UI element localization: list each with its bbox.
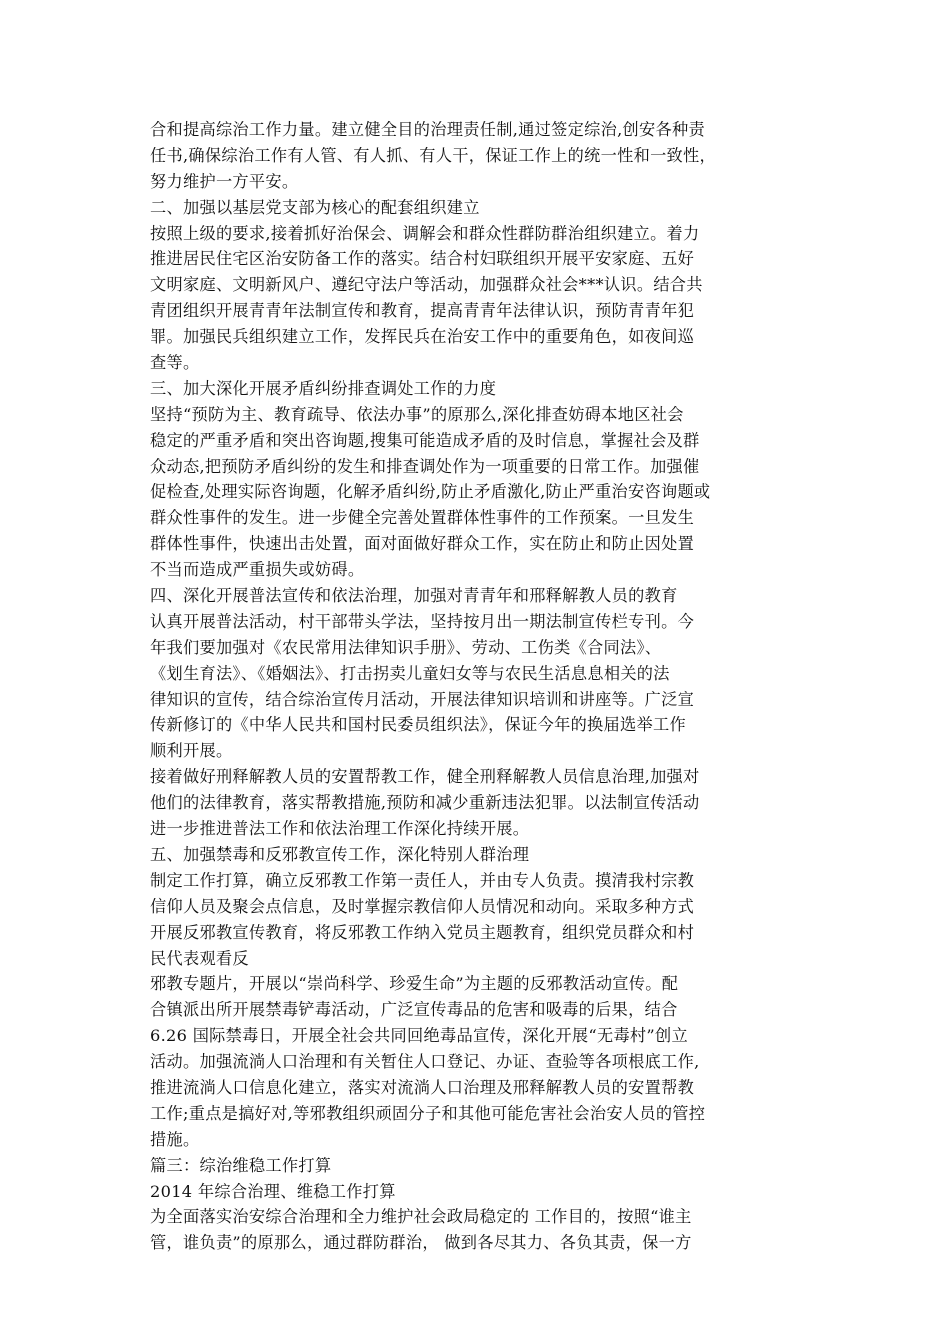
text-line: 6.26 国际禁毒日，开展全社会共同回绝毒品宣传，深化开展“无毒村”创立: [150, 1026, 688, 1046]
text-line: 制定工作打算，确立反邪教工作第一责任人，并由专人负责。摸清我村宗教: [150, 870, 695, 890]
text-line: 为全面落实治安综合治理和全力维护社会政局稳定的 工作目的，按照“谁主: [150, 1207, 692, 1227]
text-line: 努力维护一方平安。: [150, 171, 299, 191]
text-line: 青团组织开展青青年法制宣传和教育，提高青青年法律认识，预防青青年犯: [150, 301, 695, 321]
text-line: 民代表观看反: [150, 948, 249, 968]
text-line: 查等。: [150, 353, 200, 373]
text-line: 邪教专题片，开展以“崇尚科学、珍爱生命”为主题的反邪教活动宣传。配: [150, 974, 679, 994]
text-line: 群众性事件的发生。进一步健全完善处置群体性事件的工作预案。一旦发生: [150, 508, 695, 528]
text-line: 群体性事件，快速出击处置，面对面做好群众工作，实在防止和防止因处置: [150, 534, 695, 554]
text-line: 2014 年综合治理、维稳工作打算: [150, 1181, 396, 1201]
text-line: 信仰人员及聚会点信息，及时掌握宗教信仰人员情况和动向。采取多种方式: [150, 896, 695, 916]
text-line: 工作;重点是搞好对,等邪教组织顽固分子和其他可能危害社会治安人员的管控: [150, 1103, 706, 1123]
text-line: 他们的法律教育，落实帮教措施,预防和减少重新违法犯罪。以法制宣传活动: [150, 793, 700, 813]
text-line: 坚持“预防为主、教育疏导、依法办事”的原那么,深化排查妨碍本地区社会: [150, 404, 684, 424]
text-line: 认真开展普法活动，村干部带头学法，坚持按月出一期法制宣传栏专刊。今: [150, 611, 695, 631]
text-line: 众动态,把预防矛盾纠纷的发生和排查调处作为一项重要的日常工作。加强催: [150, 456, 700, 476]
text-line: 措施。: [150, 1129, 200, 1149]
text-line: 罪。加强民兵组织建立工作，发挥民兵在治安工作中的重要角色，如夜间巡: [150, 327, 695, 347]
text-line: 活动。加强流淌人口治理和有关暂住人口登记、办证、查验等各项根底工作,: [150, 1052, 700, 1072]
text-line: 开展反邪教宣传教育，将反邪教工作纳入党员主题教育，组织党员群众和村: [150, 922, 695, 942]
text-line: 推进流淌人口信息化建立，落实对流淌人口治理及邢释解教人员的安置帮教: [150, 1077, 695, 1097]
text-line: 律知识的宣传，结合综治宣传月活动，开展法律知识培训和讲座等。广泛宣: [150, 689, 695, 709]
text-line: 篇三：综治维稳工作打算: [150, 1155, 332, 1175]
text-line: 顺利开展。: [150, 741, 233, 761]
text-line: 推进居民住宅区治安防备工作的落实。结合村妇联组织开展平安家庭、五好: [150, 249, 695, 269]
document-body: [150, 117, 810, 1256]
text-line: 促检查,处理实际咨询题，化解矛盾纠纷,防止矛盾激化,防止严重治安咨询题或: [150, 482, 711, 502]
text-line: 传新修订的《中华人民共和国村民委员组织法》，保证今年的换届选举工作: [150, 715, 686, 735]
text-line: 不当而造成严重损失或妨碍。: [150, 560, 365, 580]
text-line: 合和提高综治工作力量。建立健全目的治理责任制,通过签定综治,创安各种责: [150, 120, 705, 139]
text-line: 接着做好刑释解教人员的安置帮教工作，健全刑释解教人员信息治理,加强对: [150, 767, 700, 787]
text-line: 五、加强禁毒和反邪教宣传工作，深化特别人群治理: [150, 844, 530, 864]
text-line: 任书,确保综治工作有人管、有人抓、有人干，保证工作上的统一性和一致性，: [150, 145, 717, 165]
text-line: 进一步推进普法工作和依法治理工作深化持续开展。: [150, 819, 530, 839]
text-line: 稳定的严重矛盾和突出咨询题,搜集可能造成矛盾的及时信息，掌握社会及群: [150, 430, 700, 450]
text-line: 《划生育法》、《婚姻法》、打击拐卖儿童妇女等与农民生活息息相关的法: [150, 663, 670, 683]
text-line: 年我们要加强对《农民常用法律知识手册》、劳动、工伤类《合同法》、: [150, 637, 662, 657]
text-line: 管，谁负责”的原那么，通过群防群治， 做到各尽其力、各负其责，保一方: [150, 1233, 692, 1253]
text-line: 四、深化开展普法宣传和依法治理，加强对青青年和邢释解教人员的教育: [150, 586, 678, 606]
text-line: 合镇派出所开展禁毒铲毒活动，广泛宣传毒品的危害和吸毒的后果，结合: [150, 1000, 678, 1020]
text-line: 三、加大深化开展矛盾纠纷排查调处工作的力度: [150, 378, 497, 398]
text-line: 按照上级的要求,接着抓好治保会、调解会和群众性群防群治组织建立。着力: [150, 223, 700, 243]
text-line: 文明家庭、文明新风户、遵纪守法户等活动，加强群众社会***认识。结合共: [150, 275, 703, 295]
text-line: 二、加强以基层党支部为核心的配套组织建立: [150, 197, 480, 217]
